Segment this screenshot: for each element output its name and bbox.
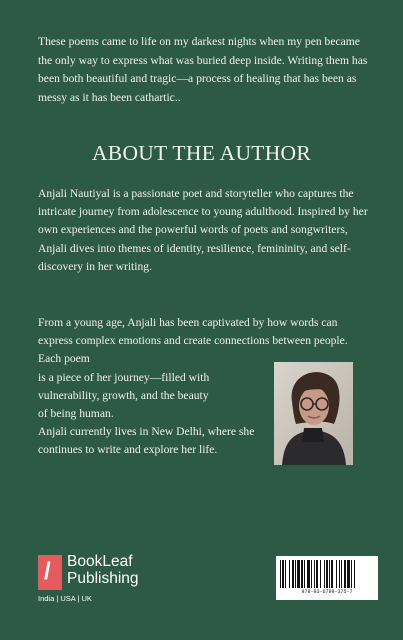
- barcode-bar: [311, 560, 312, 588]
- barcode-bar: [344, 560, 346, 588]
- slash-icon: /: [44, 558, 51, 585]
- publisher-name-line1: BookLeaf: [67, 553, 133, 570]
- barcode-bar: [314, 560, 315, 588]
- barcode-bars: [280, 560, 374, 588]
- barcode-bar: [307, 560, 310, 588]
- bio-paragraph-3: Anjali currently lives in New Delhi, where she continues to write and explore her life.: [38, 425, 255, 457]
- isbn-barcode: [276, 556, 378, 600]
- barcode-bar: [329, 560, 330, 588]
- barcode-bar: [347, 560, 350, 588]
- barcode-bar: [301, 560, 303, 588]
- barcode-bar: [292, 560, 294, 588]
- barcode-bar: [280, 560, 281, 588]
- publisher-name-line2: Publishing: [67, 570, 139, 587]
- bio-paragraph-2-wide: From a young age, Anjali has been captivated by how words can express complex emotions and create connections between people. Each poem: [38, 316, 348, 366]
- barcode-bar: [282, 560, 284, 588]
- barcode-bar: [341, 560, 342, 588]
- isbn-number: 978-93-6799-375-7: [301, 589, 353, 595]
- publisher-logo-mark: [38, 555, 62, 590]
- barcode-bar: [331, 560, 333, 588]
- bio-paragraph-2-line: vulnerability, growth, and the beauty: [38, 388, 209, 402]
- barcode-bar: [320, 560, 321, 588]
- barcode-bar: [297, 560, 300, 588]
- barcode-bar: [324, 560, 325, 588]
- barcode-bar: [351, 560, 352, 588]
- barcode-bar: [304, 560, 305, 588]
- barcode-bar: [295, 560, 296, 588]
- author-portrait-image: [274, 362, 353, 465]
- bio-paragraph-2-line: is a piece of her journey—filled with: [38, 370, 210, 384]
- bio-paragraph-2-line: of being human.: [38, 407, 114, 421]
- barcode-bar: [339, 560, 340, 588]
- publisher-regions: India | USA | UK: [38, 594, 92, 603]
- about-author-heading: ABOUT THE AUTHOR: [91, 141, 311, 165]
- barcode-bar: [326, 560, 328, 588]
- barcode-bar: [289, 560, 290, 588]
- barcode-bar: [354, 560, 355, 588]
- back-cover-blurb: These poems came to life on my darkest nights when my pen became the only way to express what was buried deep inside. Writing them has been both beautiful and tragic—a process of healing that has been as messy as it has been cathartic..: [38, 35, 368, 104]
- author-photo: [274, 362, 353, 465]
- barcode-bar: [316, 560, 318, 588]
- bio-paragraph-1: Anjali Nautiyal is a passionate poet and storyteller who captures the intricate journey from adolescence to young adulthood. Inspired by her own experiences and the powerful words of poets and songwriters, Anjali dives into themes of identity, resilience, femininity, and self-discovery in her writing.: [38, 187, 368, 273]
- barcode-bar: [336, 560, 337, 588]
- barcode-bar: [285, 560, 286, 588]
